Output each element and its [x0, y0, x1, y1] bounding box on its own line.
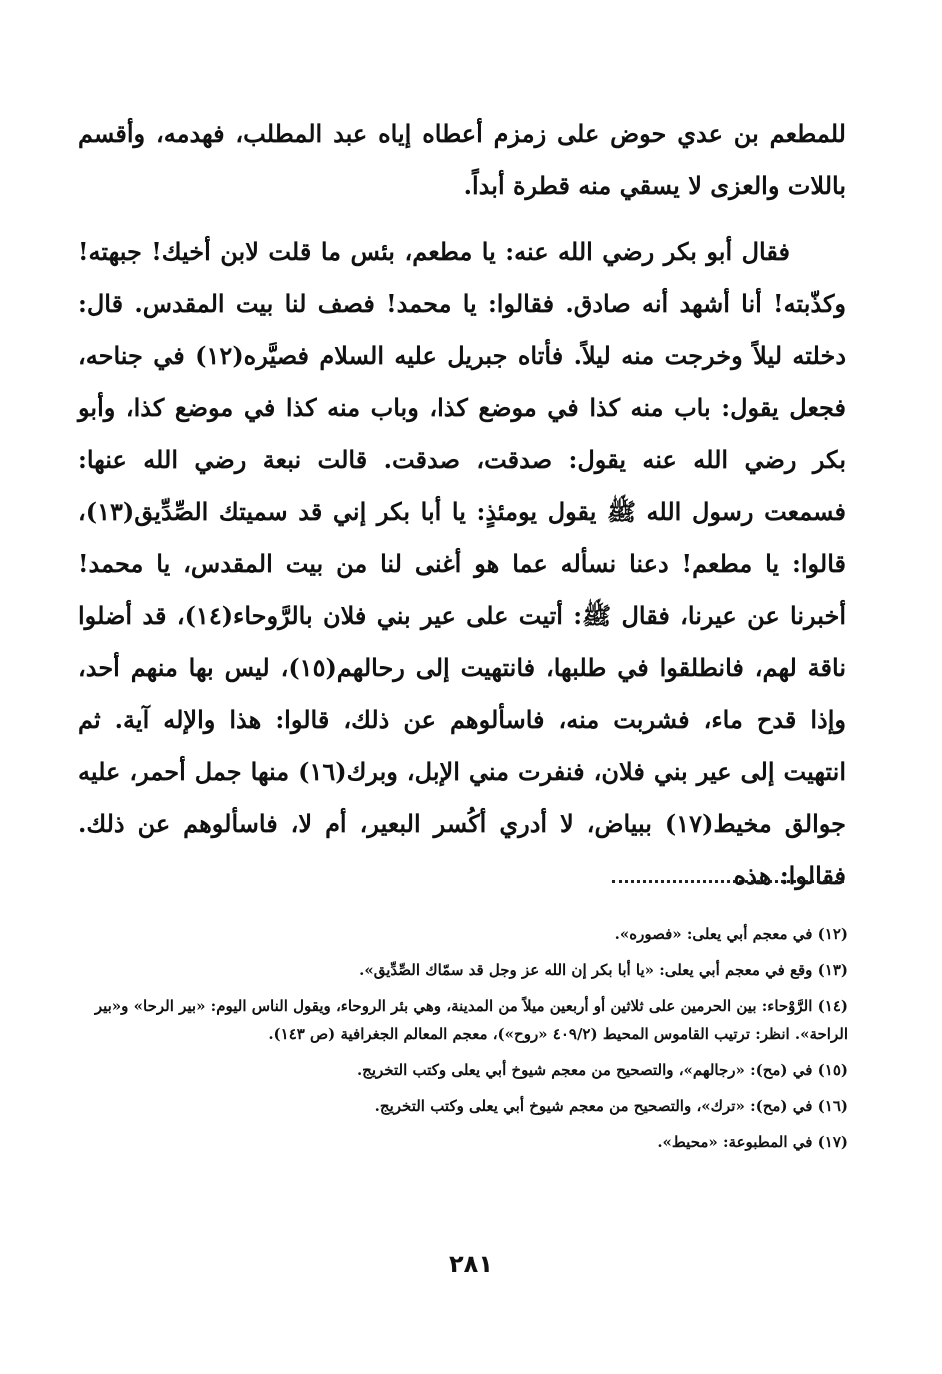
footnote-15	[78, 1056, 848, 1084]
footnote-14	[78, 992, 848, 1048]
footnote-13	[78, 956, 848, 984]
footnote-17	[78, 1128, 848, 1156]
footnote-text: في المطبوعة: «محيط».	[657, 1133, 813, 1151]
footnote-12	[78, 920, 848, 948]
paragraph-2: فقال أبو بكر رضي الله عنه: يا مطعم، بئس ما قلت لابن أخيك! جبهته! وكذّبته! أنا أشهد أنه صادق. فقالوا: يا محمد! فصف لنا بيت المقدس. قال: دخلته ليلاً وخرجت منه ليلاً. فأتاه جبريل عليه السلام فصيَّره(١٢) في جناحه، فجعل يقول: باب منه كذا في موضع كذا، وباب منه كذا في موضع كذا، وأبو بكر رضي الله عنه يقول: صدقت، صدقت. قالت نبعة رضي الله عنها: فسمعت رسول الله ﷺ يقول يومئذٍ: يا أبا بكر إني قد سميتك الصِّدِّيق(١٣)، قالوا: يا مطعم! دعنا نسأله عما هو أغنى لنا من بيت المقدس، يا محمد! أخبرنا عن عيرنا، فقال ﷺ: أتيت على عير بني فلان بالرَّوحاء(١٤)، قد أضلوا ناقة لهم، فانطلقوا في طلبها، فانتهيت إلى رحالهم(١٥)، ليس بها منهم أحد، وإذا قدح ماء، فشربت منه، فاسألوهم عن ذلك، قالوا: هذا والإله آية. ثم انتهيت إلى عير بني فلان، فنفرت مني الإبل، وبرك(١٦) منها جمل أحمر، عليه جوالق مخيط(١٧) ببياض، لا أدري أكُسر البعير، أم لا، فاسألوهم عن ذلك. فقالوا: هذه	[78, 237, 847, 890]
footnote-number: (١٣)	[817, 961, 848, 979]
footnotes	[78, 920, 848, 1164]
footnote-number: (١٧)	[817, 1133, 848, 1151]
main-text	[78, 108, 846, 902]
footnote-text: وقع في معجم أبي يعلى: «يا أبا بكر إن الله عز وجل قد سمّاك الصِّدِّيق».	[359, 961, 813, 979]
footnote-text: في معجم أبي يعلى: «فصوره».	[614, 925, 813, 943]
footnote-divider	[612, 880, 844, 883]
footnote-text: في (مح): «رجالهم»، والتصحيح من معجم شيوخ أبي يعلى وكتب التخريج.	[356, 1061, 813, 1079]
paragraph-1: للمطعم بن عدي حوض على زمزم أعطاه إياه عبد المطلب، فهدمه، وأقسم باللات والعزى لا يسقي منه قطرة أبداً.	[78, 119, 846, 200]
footnote-text: الرَّوْحاء: بين الحرمين على ثلاثين أو أربعين ميلاً من المدينة، وهي بئر الروحاء، ويقول الناس اليوم: «بير الرحا» و«بير الراحة». انظر: ترتيب القاموس المحيط (٤٠٩/٢ «روح»)، معجم المعالم الجغرافية (ص ١٤٣).	[94, 997, 848, 1043]
page-number: ٢٨١	[449, 1250, 493, 1278]
footnote-number: (١٥)	[817, 1061, 848, 1079]
footnote-number: (١٦)	[817, 1097, 848, 1115]
footnote-number: (١٤)	[817, 997, 848, 1015]
footnote-text: في (مح): «ترك»، والتصحيح من معجم شيوخ أبي يعلى وكتب التخريج.	[374, 1097, 813, 1115]
footnote-number: (١٢)	[817, 925, 848, 943]
footnote-16	[78, 1092, 848, 1120]
